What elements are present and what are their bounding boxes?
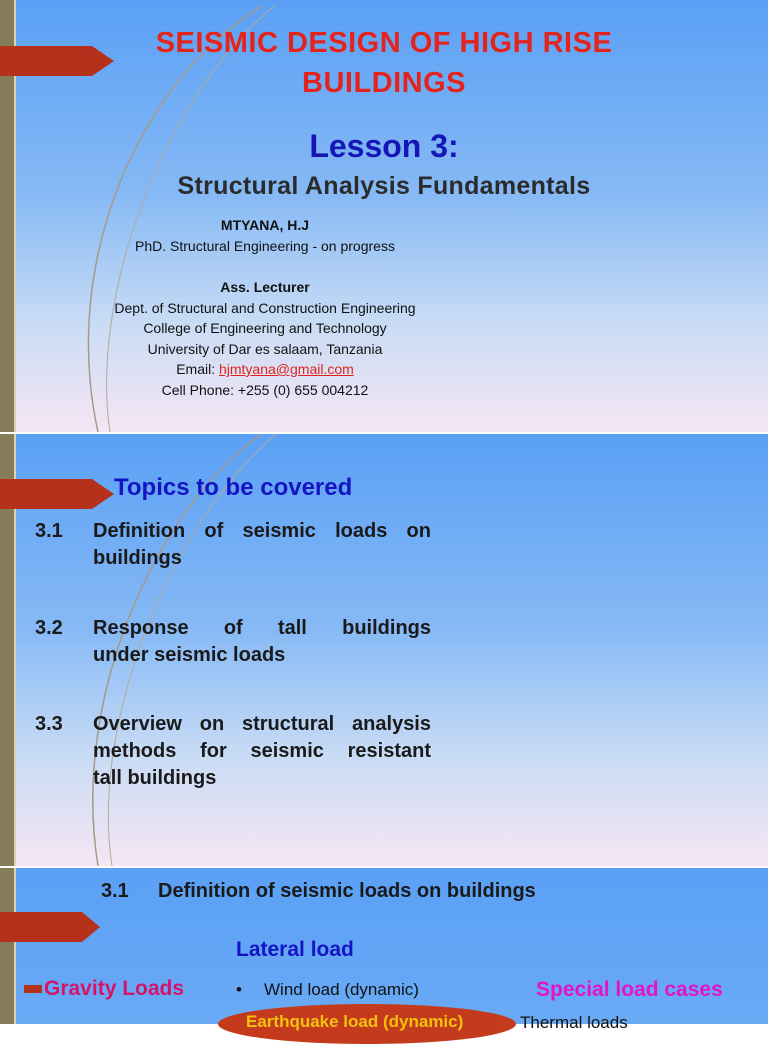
special-load-heading: Special load cases xyxy=(536,978,723,1001)
topic-item xyxy=(35,615,431,675)
author-degree: PhD. Structural Engineering - on progress xyxy=(135,237,395,254)
lesson-subtitle: Structural Analysis Fundamentals xyxy=(177,172,591,200)
definition-arrow-marker xyxy=(0,912,100,942)
author-position: Ass. Lecturer xyxy=(220,279,310,295)
slide-title xyxy=(0,0,768,432)
earthquake-load-text: Earthquake load (dynamic) xyxy=(246,1012,464,1031)
bullet-icon: • xyxy=(236,980,242,999)
sidebar-line xyxy=(14,868,16,1024)
topic-text: Response of tall buildings xyxy=(93,617,431,639)
topic-text: buildings xyxy=(93,547,182,569)
email-link[interactable]: hjmtyana@gmail.com xyxy=(218,361,354,377)
topic-number: 3.2 xyxy=(35,617,63,639)
list-item xyxy=(236,980,419,1000)
topic-text: tall buildings xyxy=(93,767,217,789)
section-title-text: Definition of seismic loads on buildings xyxy=(158,880,536,902)
topic-text: under seismic loads xyxy=(93,644,286,666)
topic-text: methods for seismic resistant xyxy=(93,740,431,762)
author-college: College of Engineering and Technology xyxy=(143,320,387,336)
section-title xyxy=(101,880,536,903)
author-info xyxy=(0,215,530,400)
lateral-load-heading: Lateral load xyxy=(236,938,354,961)
thermal-loads-text: Thermal loads xyxy=(520,1013,628,1032)
author-email: Email: hjmtyana@gmail.com xyxy=(176,361,354,377)
main-title-line1: SEISMIC DESIGN OF HIGH RISE xyxy=(155,27,613,59)
lesson-number: Lesson 3: xyxy=(309,128,459,164)
topic-number: 3.1 xyxy=(35,520,63,542)
topics-heading: Topics to be covered xyxy=(114,474,353,501)
sidebar-bar xyxy=(0,868,14,1024)
topic-number: 3.3 xyxy=(35,713,63,735)
author-dept: Dept. of Structural and Construction Engineering xyxy=(114,299,416,316)
author-university: University of Dar es salaam, Tanzania xyxy=(147,340,383,357)
topic-text: Definition of seismic loads on xyxy=(93,520,431,542)
section-number: 3.1 xyxy=(101,880,129,902)
topic-item xyxy=(35,711,431,795)
main-title-line2: BUILDINGS xyxy=(302,67,466,99)
author-phone: Cell Phone: +255 (0) 655 004212 xyxy=(161,381,369,398)
topic-item xyxy=(35,518,431,578)
topics-arrow-marker xyxy=(0,479,114,509)
topic-text: Overview on structural analysis xyxy=(93,713,431,735)
author-name: MTYANA, H.J xyxy=(220,217,310,233)
arrow-bullet-icon xyxy=(24,985,42,993)
gravity-loads-heading: Gravity Loads xyxy=(44,977,185,1000)
wind-load-text: Wind load (dynamic) xyxy=(264,980,419,999)
